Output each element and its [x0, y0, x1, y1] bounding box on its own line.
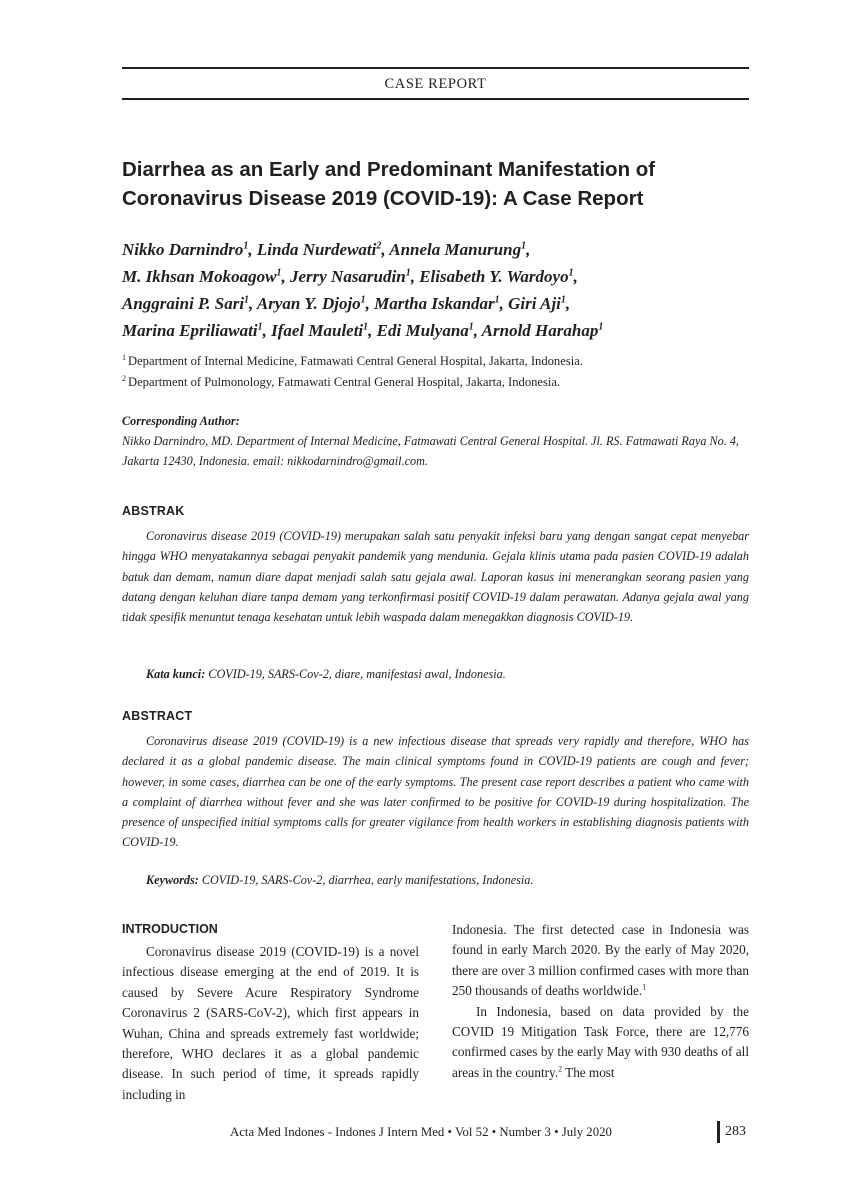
intro-paragraph: In Indonesia, based on data provided by the COVID 19 Mitigation Task Force, there are 12,776 confirmed cases by the early May with 930 deaths of all areas in the country.$^2$ The most [452, 1003, 749, 1080]
introduction-heading: INTRODUCTION [122, 922, 218, 936]
intro-paragraph: Coronavirus disease 2019 (COVID-19) is a novel infectious disease emerging at the end of 2019. It is caused by Severe Acure Respiratory Syndrome Coronavirus 2 (SARS-CoV-2), which first appears in Wuhan, China and spreads extremely fast worldwide; therefore, WHO declares it as a global pandemic disease. In such period of time, it spreads rapidly including in [122, 944, 419, 1102]
title-line: Diarrhea as an Early and Predominant Manifestation of [122, 158, 656, 181]
author-affiliation-ref: 1 [560, 294, 566, 306]
article-title [122, 155, 762, 213]
header-rule-top [122, 67, 749, 69]
author-name: Elisabeth Y. Wardoyo [419, 267, 569, 286]
author-name: Ifael Mauleti [271, 321, 364, 340]
author-affiliation-ref: 1 [598, 321, 604, 333]
corresponding-label: Corresponding Author: [122, 414, 240, 428]
title-line: Coronavirus Disease 2019 (COVID-19): A Case Report [122, 187, 644, 210]
abstrak-text: Coronavirus disease 2019 (COVID-19) merupakan salah satu penyakit infeksi baru yang dengan sangat cepat menyebar hingga WHO menyatakannya sebagai penyakit pandemik yang mendunia. Gejala klinis utama pada pasien COVID-19 adalah batuk dan demam, namun diare dapat menjadi salah satu gejala awal. Laporan kasus ini menerangkan seorang pasien yang datang dengan keluhan diare tanpa demam yang terkonfirmasi positif COVID-19 dalam perawatan. Adanya gejala awal yang tidak spesifik menuntut tenaga kesehatan untuk lebih waspada dalam menegakkan diagnosis COVID-19. [122, 529, 749, 625]
affiliation-2: $^2$ Department of Pulmonology, Fatmawati Central General Hospital, Jakarta, Indonesia. [122, 373, 561, 389]
author-name: Anggraini P. Sari [122, 294, 245, 313]
abstrak-keywords: Kata kunci: COVID-19, SARS-Cov-2, diare, manifestasi awal, Indonesia. [146, 667, 506, 681]
author-affiliation-ref: 1 [468, 321, 474, 333]
running-head: CASE REPORT [384, 76, 487, 92]
author-affiliation-ref: 1 [243, 240, 249, 252]
author-name: Arnold Harahap [481, 321, 599, 340]
author-name: Annela Manurung [389, 240, 522, 259]
abstract-text: Coronavirus disease 2019 (COVID-19) is a new infectious disease that spreads very rapidly and therefore, WHO has declared it as a global pandemic disease. The main clinical symptoms found in COVID-19 patients are cough and fever; however, in some cases, diarrhea can be one of the early symptoms. The present case report describes a patient who came with a complaint of diarrhea without fever and she was later confirmed to be positive for COVID-19 during hospitalization. The presence of unspecified initial symptoms calls for greater vigilance from health workers in establishing diagnosis patients with COVID-19. [122, 734, 749, 850]
author-affiliation-ref: 1 [363, 321, 369, 333]
author-name: Nikko Darnindro [122, 240, 244, 259]
body-column-right [452, 920, 749, 1083]
abstrak-heading: ABSTRAK [122, 504, 185, 518]
author-affiliation-ref: 2 [376, 240, 382, 252]
affiliation-1: $^1$ Department of Internal Medicine, Fatmawati Central General Hospital, Jakarta, Indonesia. [122, 352, 583, 368]
author-affiliation-ref: 1 [276, 267, 282, 279]
author-affiliation-ref: 1 [360, 294, 366, 306]
header-rule-bottom [122, 98, 749, 100]
corresponding-author [122, 411, 752, 471]
citation-ref: 1 [642, 982, 647, 992]
page-number: 283 [725, 1124, 746, 1139]
author-name: Edi Mulyana [376, 321, 469, 340]
author-affiliation-ref: 1 [568, 267, 574, 279]
author-name: Aryan Y. Djojo [256, 294, 361, 313]
intro-paragraph-continued: Indonesia. The first detected case in Indonesia was found in early March 2020. By the early of May 2020, there are over 3 million confirmed cases with more than 250 thousands of deaths worldwide.$^1$ [452, 922, 749, 999]
author-list: Nikko Darnindro$^1$, Linda Nurdewati$^2$, Annela Manurung$^1$, M. Ikhsan Mokoagow$^1$, Jerry Nasarudin$^1$, Elisabeth Y. Wardoyo$^1$, Anggraini P. Sari$^1$, Aryan Y. Djojo$^1$, Martha Iskandar$^1$, Giri Aji$^1$, Marina Epriliawati$^1$, Ifael Mauleti$^1$, Edi Mulyana$^1$, Arnold Harahap$^1$ [122, 240, 604, 340]
author-affiliation-ref: 1 [244, 294, 250, 306]
author-affiliation-ref: 1 [405, 267, 411, 279]
author-name: Martha Iskandar [374, 294, 495, 313]
abstract-heading: ABSTRACT [122, 709, 193, 723]
author-name: M. Ikhsan Mokoagow [122, 267, 277, 286]
author-name: Giri Aji [508, 294, 561, 313]
author-affiliation-ref: 1 [257, 321, 263, 333]
citation-ref: 2 [558, 1064, 563, 1074]
page-number-bar [717, 1121, 720, 1143]
author-name: Linda Nurdewati [256, 240, 377, 259]
author-name: Jerry Nasarudin [289, 267, 406, 286]
journal-citation: Acta Med Indones - Indones J Intern Med • Vol 52 • Number 3 • July 2020 [230, 1125, 612, 1139]
corresponding-text: Nikko Darnindro, MD. Department of Internal Medicine, Fatmawati Central General Hospital. Jl. RS. Fatmawati Raya No. 4, Jakarta 12430, Indonesia. email: nikkodarnindro@gmail.com. [122, 434, 739, 468]
author-affiliation-ref: 1 [521, 240, 527, 252]
abstract-keywords: Keywords: COVID-19, SARS-Cov-2, diarrhea, early manifestations, Indonesia. [146, 873, 534, 887]
affiliations [122, 351, 752, 393]
body-column-left [122, 920, 419, 1105]
author-name: Marina Epriliawati [122, 321, 258, 340]
author-affiliation-ref: 1 [494, 294, 500, 306]
